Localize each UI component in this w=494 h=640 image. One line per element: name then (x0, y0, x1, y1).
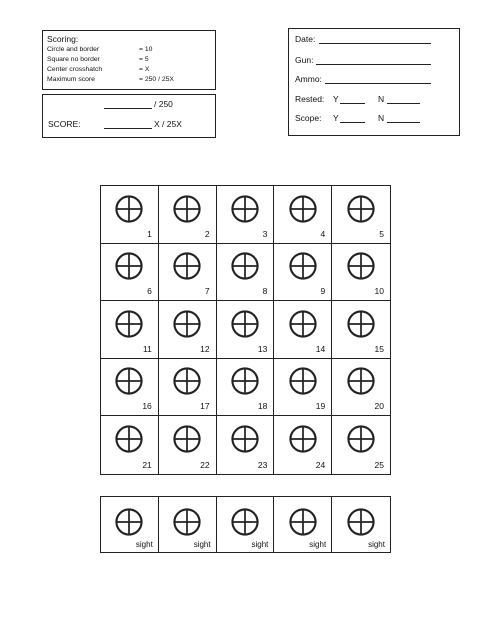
crosshair-target-icon (347, 309, 376, 338)
crosshair-target-icon (230, 367, 259, 396)
scoring-value-max: = 250 / 25X (139, 76, 174, 83)
target-cell (217, 416, 275, 474)
scoring-label-circle: Circle and border (47, 46, 100, 53)
target-cell (159, 301, 217, 359)
ammo-label: Ammo: (295, 74, 322, 84)
scoring-label-max: Maximum score (47, 76, 95, 83)
target-number: 19 (315, 401, 326, 412)
gun-label: Gun: (295, 55, 314, 65)
target-number: 24 (315, 459, 326, 470)
target-number: 4 (320, 228, 326, 239)
total-score-line[interactable] (104, 108, 152, 109)
scope-no-label: N (378, 113, 385, 123)
target-number: 6 (147, 286, 152, 297)
target-number: 10 (374, 286, 384, 297)
crosshair-target-icon (115, 309, 144, 338)
target-number: 11 (142, 343, 152, 354)
sighter-label: sight (193, 540, 211, 549)
scope-yes-label: Y (333, 113, 339, 123)
crosshair-target-icon (115, 252, 144, 281)
target-cell (159, 416, 217, 474)
target-number: 21 (142, 459, 152, 470)
scope-label: Scope: (295, 113, 322, 123)
scoring-label-center: Center crosshatch (47, 66, 103, 73)
scoring-title: Scoring: (47, 34, 79, 44)
scoring-box (42, 30, 216, 90)
sighter-cell (217, 497, 275, 552)
rested-no-label: N (378, 94, 385, 104)
target-number: 15 (374, 343, 384, 354)
target-cell (159, 244, 217, 302)
target-number: 13 (257, 343, 268, 354)
target-number: 5 (379, 228, 384, 239)
sighter-cell (101, 497, 159, 552)
target-cell (159, 186, 217, 244)
sighter-label: sight (135, 540, 153, 549)
target-cell (217, 186, 275, 244)
info-box (288, 28, 460, 136)
target-cell (101, 244, 159, 302)
target-cell (274, 301, 332, 359)
scoring-value-circle: = 10 (139, 46, 153, 53)
target-number: 25 (374, 459, 384, 470)
target-number: 3 (262, 228, 268, 239)
sighter-label: sight (309, 540, 327, 549)
rested-yes-label: Y (333, 94, 339, 104)
target-number: 1 (147, 228, 152, 239)
crosshair-target-icon (288, 309, 317, 338)
crosshair-target-icon (230, 425, 259, 454)
scoring-value-square: = 5 (139, 56, 149, 63)
target-number: 18 (257, 401, 268, 412)
scope-yes-field[interactable] (340, 122, 365, 123)
sighter-cell (332, 497, 390, 552)
crosshair-target-icon (288, 425, 317, 454)
crosshair-target-icon (347, 425, 376, 454)
crosshair-target-icon (288, 252, 317, 281)
rested-yes-field[interactable] (340, 103, 365, 104)
sighter-label: sight (251, 540, 269, 549)
target-cell (217, 301, 275, 359)
target-cell (217, 359, 275, 417)
target-cell (101, 416, 159, 474)
target-number: 2 (204, 228, 210, 239)
target-number: 20 (374, 401, 384, 412)
crosshair-target-icon (173, 425, 202, 454)
target-number: 9 (320, 286, 326, 297)
sighter-label: sight (368, 540, 385, 549)
x-count-suffix: X / 25X (154, 119, 182, 129)
target-cell (332, 359, 390, 417)
target-cell (274, 244, 332, 302)
crosshair-target-icon (347, 252, 376, 281)
target-cell (332, 244, 390, 302)
target-cell (332, 416, 390, 474)
target-cell (332, 301, 390, 359)
target-number: 23 (257, 459, 268, 470)
rested-label: Rested: (295, 94, 325, 104)
crosshair-target-icon (230, 252, 259, 281)
rested-no-field[interactable] (387, 103, 420, 104)
crosshair-target-icon (173, 367, 202, 396)
crosshair-target-icon (115, 194, 144, 223)
crosshair-target-icon (230, 309, 259, 338)
score-label: SCORE: (48, 119, 81, 129)
crosshair-target-icon (288, 367, 317, 396)
x-count-line[interactable] (104, 128, 152, 129)
target-cell (274, 359, 332, 417)
target-cell (274, 416, 332, 474)
crosshair-target-icon (173, 252, 202, 281)
crosshair-target-icon (115, 425, 144, 454)
crosshair-target-icon (288, 507, 317, 536)
crosshair-target-icon (173, 309, 202, 338)
crosshair-target-icon (347, 194, 376, 223)
target-number: 16 (142, 401, 152, 412)
target-cell (101, 186, 159, 244)
target-number: 22 (200, 459, 210, 470)
ammo-field[interactable] (325, 83, 431, 84)
date-label: Date: (295, 34, 316, 44)
target-number: 17 (200, 401, 210, 412)
crosshair-target-icon (347, 367, 376, 396)
score-box (42, 94, 216, 138)
target-cell (101, 301, 159, 359)
target-grid (100, 185, 391, 475)
scoring-label-square: Square no border (47, 56, 100, 63)
target-number: 14 (315, 343, 326, 354)
total-score-suffix: / 250 (154, 99, 173, 109)
date-field[interactable] (319, 43, 431, 44)
target-number: 8 (262, 286, 268, 297)
crosshair-target-icon (173, 507, 202, 536)
sighter-cell (274, 497, 332, 552)
target-cell (332, 186, 390, 244)
crosshair-target-icon (173, 194, 202, 223)
target-number: 7 (204, 286, 210, 297)
target-cell (159, 359, 217, 417)
scope-no-field[interactable] (387, 122, 420, 123)
crosshair-target-icon (115, 507, 144, 536)
target-cell (217, 244, 275, 302)
target-cell (274, 186, 332, 244)
crosshair-target-icon (347, 507, 376, 536)
sighter-row (100, 496, 391, 553)
sighter-cell (159, 497, 217, 552)
crosshair-target-icon (230, 507, 259, 536)
gun-field[interactable] (316, 64, 431, 65)
target-cell (101, 359, 159, 417)
scoring-value-center: = X (139, 66, 150, 73)
crosshair-target-icon (115, 367, 144, 396)
target-number: 12 (200, 343, 210, 354)
crosshair-target-icon (288, 194, 317, 223)
crosshair-target-icon (230, 194, 259, 223)
